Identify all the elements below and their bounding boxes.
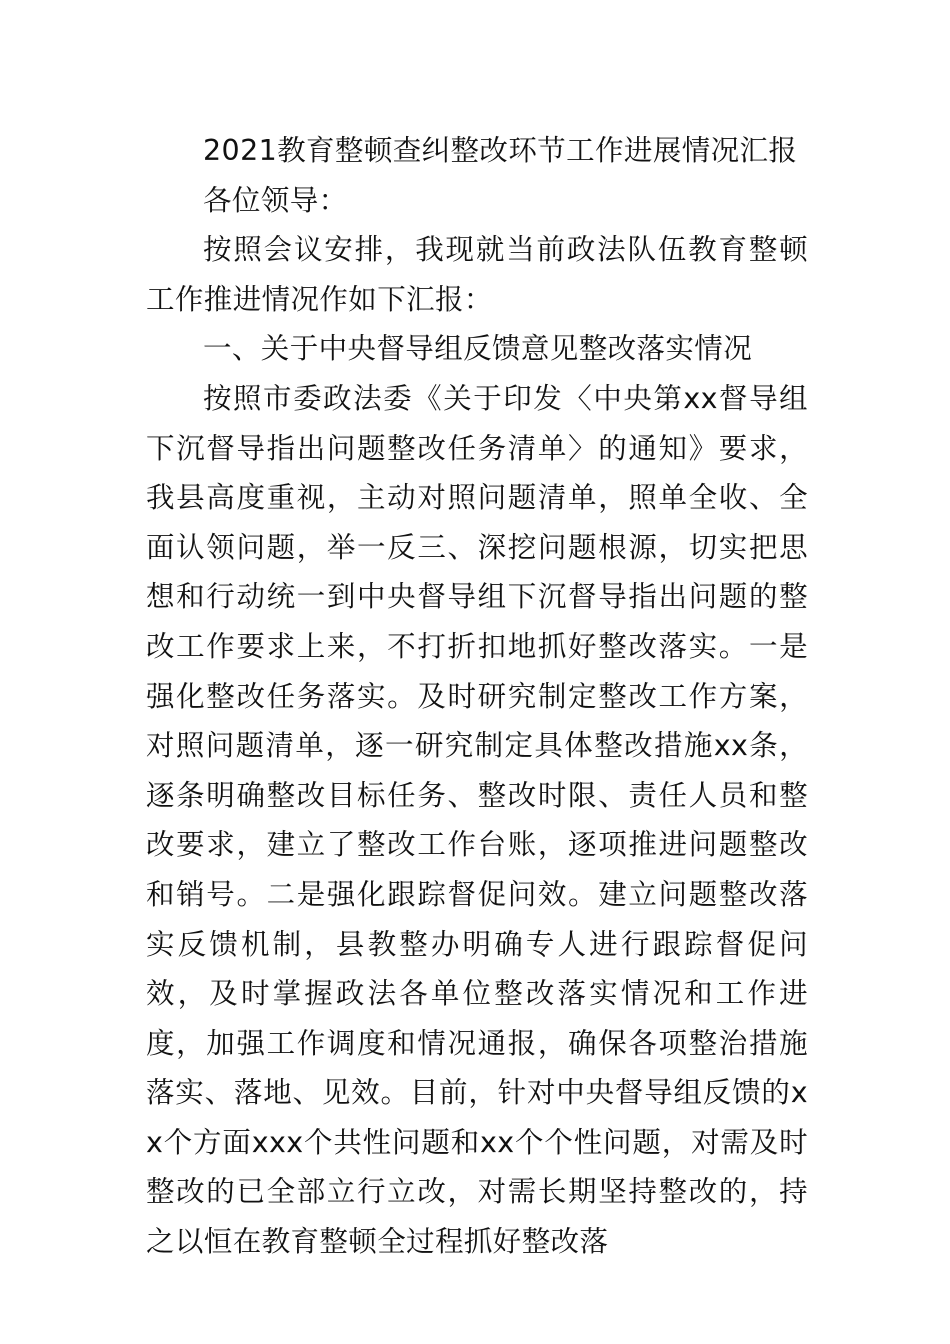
body-paragraph: 按照市委政法委《关于印发〈中央第xx督导组下沉督导指出问题整改任务清单〉的通知》要求，我县高度重视，主动对照问题清单，照单全收、全面认领问题，举一反三、深挖问题根源，切实把思想和行动统一到中央督导组下沉督导指出问题的整改工作要求上来，不打折扣地抓好整改落实。一是强化整改任务落实。及时研究制定整改工作方案，对照问题清单，逐一研究制定具体整改措施xx条，逐条明确整改目标任务、整改时限、责任人员和整改要求，建立了整改工作台账，逐项推进问题整改和销号。二是强化跟踪督促问效。建立问题整改落实反馈机制，县教整办明确专人进行跟踪督促问效，及时掌握政法各单位整改落实情况和工作进度，加强工作调度和情况通报，确保各项整治措施落实、落地、见效。目前，针对中央督导组反馈的xx个方面xxx个共性问题和xx个个性问题，对需及时整改的已全部立行立改，对需长期坚持整改的，持之以恒在教育整顿全过程抓好整改落	[146, 381, 808, 1259]
section-heading: 一、关于中央督导组反馈意见整改落实情况	[203, 332, 753, 366]
document-title: 2021教育整顿查纠整改环节工作进展情况汇报	[203, 134, 798, 167]
salutation: 各位领导：	[203, 183, 348, 217]
intro-paragraph: 按照会议安排，我现就当前政法队伍教育整顿工作推进情况作如下汇报：	[146, 233, 808, 316]
document-body	[146, 126, 808, 1267]
